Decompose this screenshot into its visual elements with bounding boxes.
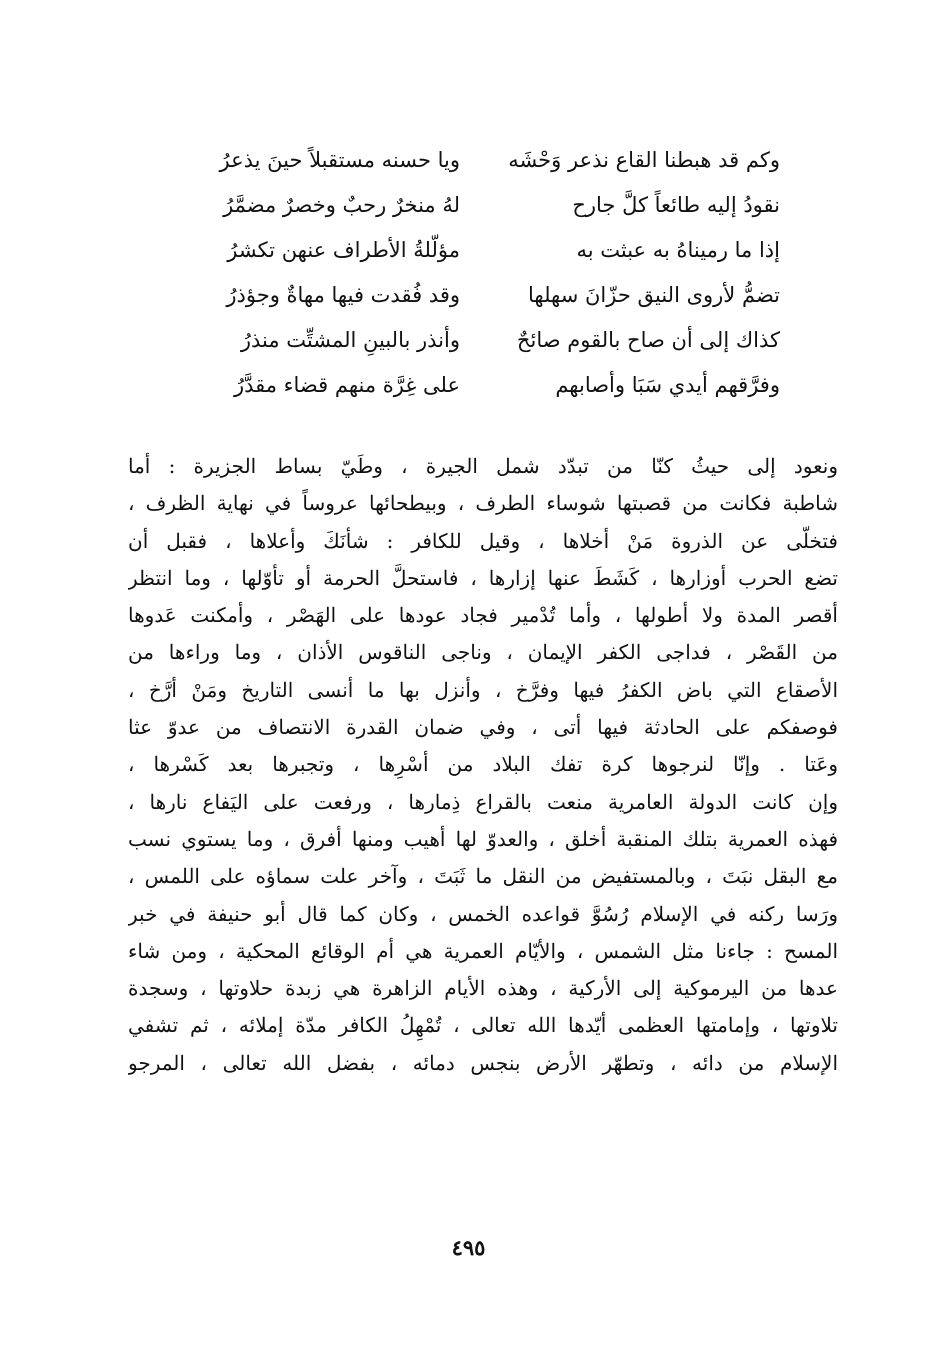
prose-line: وإن كانت الدولة العامرية منعت بالقراع ذِمارها ، ورفعت على اليَفاع نارها ،: [128, 789, 838, 814]
verse-first-hemistich: وكم قد هبطنا القاع نذعر وَحْشَه: [508, 148, 780, 172]
verse-second-hemistich: وقد فُقدت فيها مهاةٌ وجؤذرُ: [226, 283, 460, 307]
prose-line: تلاوتها ، وإمامتها العظمى أيّدها الله تعالى ، تُمْهِلُ الكافر مدّة إملائه ، ثم تشفي: [128, 1013, 838, 1038]
poem-verse: [170, 318, 780, 363]
page-number: ٤٩٥: [451, 1235, 486, 1260]
poem-verse: [170, 183, 780, 228]
prose-line: الأصقاع التي باض الكفرُ فيها وفرَّخ ، وأنزل بها ما أنسى التاريخ ومَنْ أرَّخ ،: [128, 677, 838, 702]
verse-second-hemistich: ويا حسنه مستقبلاً حينَ يذعرُ: [219, 148, 460, 172]
prose-line: من القَصْر ، فداجى الكفر الإيمان ، وناجى الناقوس الأذان ، وما وراءها من: [128, 640, 838, 665]
prose-line: شاطبة فكانت من قصبتها شوساء الطرف ، وبيطحائها عروساً في نهاية الظرف ،: [128, 491, 838, 516]
poem-verse: [170, 228, 780, 273]
prose-line: أقصر المدة ولا أطولها ، وأما تُدْمير فجاد عودها على الهَصْر ، وأمكنت عَدوها: [128, 603, 838, 628]
verse-second-hemistich: لهُ منخرٌ رحبٌ وخصرٌ مضمَّرُ: [223, 193, 460, 217]
prose-line: عدها من اليرموكية إلى الأركية ، وهذه الأيام الزاهرة هي زبدة حلاوتها ، وسجدة: [128, 976, 838, 1001]
verse-first-hemistich: وفرَّقهم أيدي سَبَا وأصابهم: [555, 373, 780, 397]
verse-second-hemistich: مؤلّلةُ الأطراف عنهن تكشرُ: [227, 238, 460, 262]
prose-line: مع البقل نبَتَ ، وبالمستفيض من النقل ما ثَبَتَ ، وآخر علت سماؤه على اللمس ،: [128, 864, 838, 889]
prose-line: الإسلام من دائه ، وتطهّر الأرض بنجس دمائه ، بفضل الله تعالى ، المرجو: [128, 1050, 838, 1075]
prose-line: ورَسا ركنه في الإسلام رُسُوَّ قواعده الخمس ، وكان كما قال أبو حنيفة في خبر: [128, 901, 838, 926]
poem-block: [170, 138, 780, 408]
prose-paragraph: [128, 448, 838, 1082]
prose-line: ونعود إلى حيثُ كنّا من تبدّد شمل الجيرة ، وطَيّ بساط الجزيرة : أما: [128, 454, 838, 478]
verse-second-hemistich: على غِرَّة منهم قضاء مقدَّرُ: [233, 373, 460, 397]
verse-second-hemistich: وأنذر بالبينِ المشتِّت منذرُ: [240, 328, 460, 352]
prose-line: فهذه العمرية بتلك المنقبة أخلق ، والعدوّ لها أهيب ومنها أفرق ، وما يستوي نسب: [128, 826, 838, 851]
verse-first-hemistich: نقودُ إليه طائعاً كلَّ جارح: [572, 193, 780, 217]
prose-line: فوصفكم على الحادثة فيها أتى ، وفي ضمان القدرة الانتصاف من عدوّ عثا: [128, 715, 838, 740]
prose-line: فتخلّى عن الذروة مَنْ أخلاها ، وقيل للكافر : شأنَكَ وأعلاها ، فقبل أن: [128, 528, 838, 553]
prose-line: المسح : جاءنا مثل الشمس ، والأيّام العمرية هي أم الوقائع المحكية ، ومن شاء: [128, 938, 838, 963]
poem-verse: [170, 363, 780, 408]
verse-first-hemistich: تضمُّ لأروى النيق حزّانَ سهلها: [528, 283, 780, 307]
verse-first-hemistich: كذاك إلى أن صاح بالقوم صائحٌ: [516, 328, 780, 352]
poem-verse: [170, 138, 780, 183]
verse-first-hemistich: إذا ما رميناهُ به عبثت به: [576, 238, 780, 262]
prose-line: وعَتا . وإنّا لنرجوها كرة تفك البلاد من أسْرِها ، وتجبرها بعد كَسْرها ،: [128, 752, 838, 777]
poem-verse: [170, 273, 780, 318]
prose-line: تضع الحرب أوزارها ، كَشَطَ عنها إزارها ، فاستحلَّ الحرمة أو تأوّلها ، وما انتظر: [128, 565, 838, 590]
